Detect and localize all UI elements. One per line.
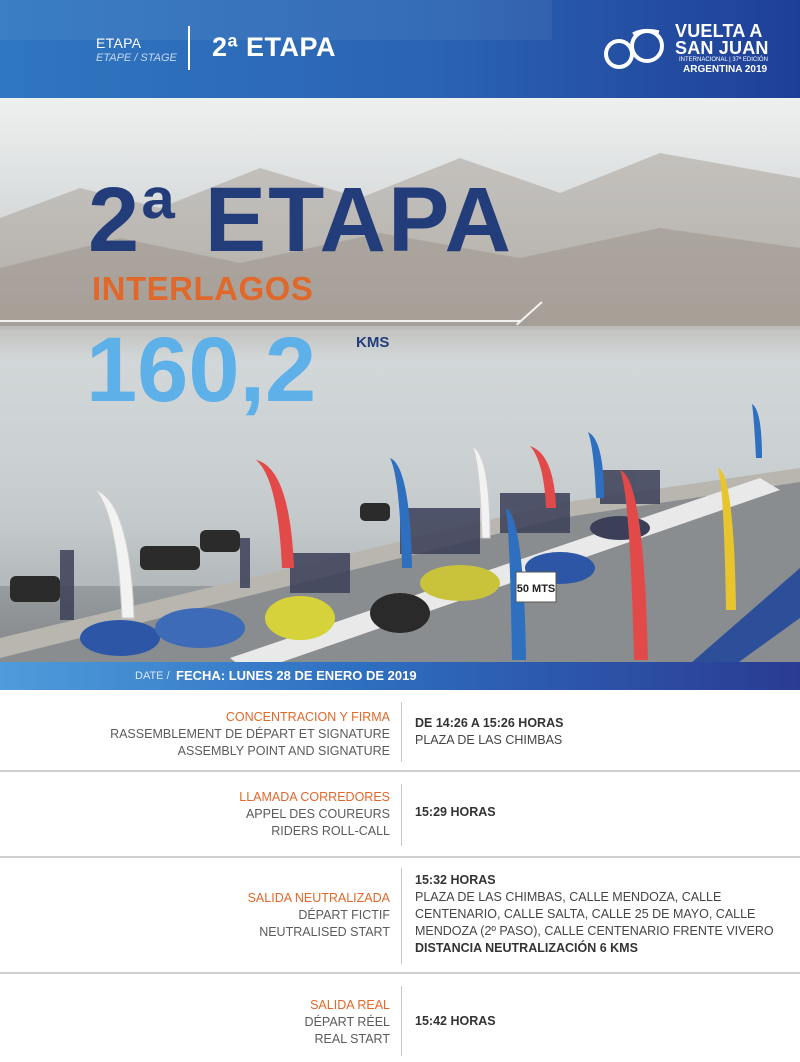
schedule-time: 15:29 HORAS [415,805,496,819]
schedule-details [415,715,795,749]
schedule-labels [110,709,390,760]
schedule-details [415,872,795,957]
schedule-time: DE 14:26 A 15:26 HORAS [415,716,564,730]
logo-line-2: SAN JUAN [675,38,769,58]
schedule-row-assembly [0,702,800,772]
label-en: RIDERS ROLL-CALL [271,824,390,838]
label-fr: DÉPART FICTIF [298,908,390,922]
schedule-details [415,1013,795,1030]
label-es: SALIDA NEUTRALIZADA [247,891,390,905]
race-logo [603,22,793,76]
hero-photo [0,98,800,690]
label-en: NEUTRALISED START [259,925,390,939]
cyclist-wheels-icon [603,26,673,72]
label-en: ASSEMBLY POINT AND SIGNATURE [177,744,390,758]
page-header [0,0,800,98]
row-divider [401,986,402,1056]
schedule-labels [305,997,390,1048]
schedule-details [415,804,795,821]
schedule-detail-line: CENTENARIO, CALLE SALTA, CALLE 25 DE MAYO, CALLE [415,907,756,921]
logo-line-4: ARGENTINA 2019 [683,64,768,75]
header-title: 2ª ETAPA [212,32,337,62]
schedule-detail-line: PLAZA DE LAS CHIMBAS [415,733,563,747]
label-en: REAL START [314,1032,390,1046]
schedule-row-real-start [0,974,800,1062]
schedule-labels [248,890,390,941]
row-divider [401,702,402,762]
hero-distance-unit: KMS [356,334,390,351]
date-label: FECHA: LUNES 28 DE ENERO DE 2019 [176,668,417,683]
header-divider [188,26,190,70]
schedule-row-neutralised-start [0,858,800,972]
hero-stage-title: 2ª ETAPA [88,169,513,271]
logo-line-3: INTERNACIONAL | 37ª EDICIÓN [679,57,768,63]
schedule-row-rollcall [0,772,800,856]
header-label: ETAPA [96,35,142,51]
label-es: LLAMADA CORREDORES [239,790,390,804]
schedule-detail-line: MENDOZA (2º PASO), CALLE CENTENARIO FRENTE VIVERO [415,924,774,938]
distance-sign-text: 50 MTS [516,583,556,595]
label-fr: RASSEMBLEMENT DE DÉPART ET SIGNATURE [110,727,390,741]
row-divider [401,868,402,964]
label-fr: APPEL DES COUREURS [245,807,390,821]
row-divider [401,784,402,846]
logo-line-1: VUELTA A [675,21,763,41]
date-prefix: DATE / [135,670,170,682]
hero-distance: 160,2 [86,319,317,421]
schedule-detail-line: PLAZA DE LAS CHIMBAS, CALLE MENDOZA, CALLE [415,890,722,904]
date-bar [0,662,800,690]
hero-stage-name: INTERLAGOS [92,270,314,307]
schedule-time: 15:42 HORAS [415,1014,496,1028]
schedule-labels [239,789,390,840]
label-fr: DÉPART RÉEL [304,1015,390,1029]
label-es: SALIDA REAL [310,998,390,1012]
schedule-note: DISTANCIA NEUTRALIZACIÓN 6 KMS [415,941,638,955]
schedule-time: 15:32 HORAS [415,873,496,887]
header-sublabel: ETAPE / STAGE [96,52,177,64]
label-es: CONCENTRACION Y FIRMA [225,710,390,724]
